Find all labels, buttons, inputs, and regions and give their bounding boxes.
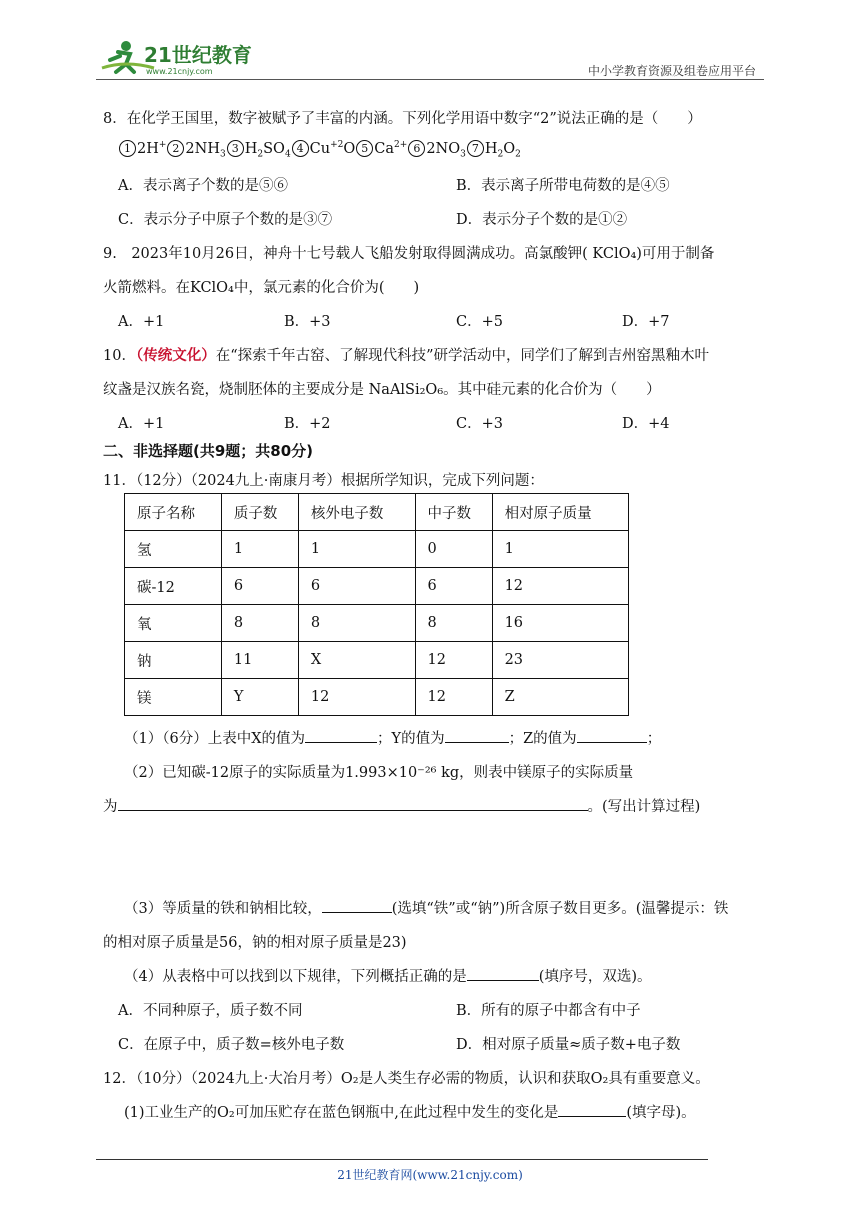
q12-stem: 12．（10分）（2024九上·大冶月考）O₂是人类生存必需的物质，认识和获取O₂具有重要意义。 [103, 1071, 710, 1087]
q11-part2-line2 [103, 795, 700, 816]
table-cell: 12 [298, 679, 415, 716]
q8-option-b[interactable]: B．表示离子所带电荷数的是④⑤ [456, 178, 670, 194]
q9-stem-line1: 9. 2023年10月26日，神舟十七号载人飞船发射取得圆满成功。高氯酸钾( KClO₄)可用于制备 [103, 246, 715, 262]
q9-option-d[interactable]: D．+7 [622, 314, 670, 330]
table-cell: 6 [298, 568, 415, 605]
atom-table [124, 493, 629, 716]
q11-part2-suffix: 。(写出计算过程) [587, 799, 701, 815]
table-cell: 11 [221, 642, 298, 679]
q11-part4 [124, 965, 652, 986]
table-cell: 6 [221, 568, 298, 605]
footer-divider [96, 1159, 708, 1160]
q8-formulas: 1 2H+ 2 $2NH_3$ 3 $H_2SO_4$ 4 $Cu^{+2}O$ 5 $Ca^{2+}$ 6 $2NO_3$ 7 $H_2O_2$ [118, 140, 521, 160]
table-cell: 12 [492, 568, 628, 605]
q8-option-d[interactable]: D．表示分子个数的是①② [456, 212, 628, 228]
answer-blank-metal[interactable] [322, 898, 392, 913]
table-header-cell: 中子数 [415, 494, 492, 531]
table-cell: 1 [298, 531, 415, 568]
table-cell: 氧 [125, 605, 222, 642]
table-row [125, 568, 629, 605]
logo-url: www.21cnjy.com [146, 67, 213, 76]
q11-part2-line1: （2）已知碳-12原子的实际质量为1.993×10⁻²⁶ kg，则表中镁原子的实际质量 [124, 765, 634, 781]
q11-option-d[interactable]: D．相对原子质量≈质子数+电子数 [456, 1037, 681, 1053]
answer-blank-rule[interactable] [467, 966, 539, 981]
q11-option-c[interactable]: C．在原子中，质子数=核外电子数 [118, 1037, 345, 1053]
table-row [125, 605, 629, 642]
table-header-cell: 质子数 [221, 494, 298, 531]
q10-option-b[interactable]: B．+2 [284, 416, 331, 432]
runner-logo-icon [96, 38, 266, 78]
table-cell: 碳-12 [125, 568, 222, 605]
q11-part1-text-y: ；Y的值为 [377, 731, 445, 747]
q11-part3-line2: 的相对原子质量是56，钠的相对原子质量是23) [103, 935, 407, 951]
header-divider [96, 79, 764, 80]
q11-stem: 11．（12分）（2024九上·南康月考）根据所学知识，完成下列问题： [103, 473, 544, 489]
table-cell: Y [221, 679, 298, 716]
table-cell: Z [492, 679, 628, 716]
q11-part2-prefix: 为 [103, 799, 118, 815]
answer-blank-y[interactable] [445, 728, 509, 743]
table-row [125, 531, 629, 568]
table-cell: 8 [221, 605, 298, 642]
q11-part1-end: ； [646, 731, 662, 747]
q10-stem-text: 在“探索千年古窑、了解现代科技”研学活动中，同学们了解到吉州窑黑釉木叶 [215, 348, 710, 364]
q11-part4-text: （4）从表格中可以找到以下规律，下列概括正确的是 [124, 969, 467, 985]
q8-stem: 8．在化学王国里，数字被赋予了丰富的内涵。下列化学用语中数字“2”说法正确的是（ ） [103, 111, 702, 127]
table-cell: 8 [298, 605, 415, 642]
q11-part1-text: （1）（6分）上表中X的值为 [124, 731, 306, 747]
table-cell: 12 [415, 642, 492, 679]
q11-option-a[interactable]: A．不同种原子，质子数不同 [118, 1003, 303, 1019]
section-title: 二、非选择题(共9题；共80分) [103, 442, 314, 460]
q11-part4-suffix: (填序号，双选)。 [538, 969, 652, 985]
q11-part3-text2: (选填“铁”或“钠”)所含原子数目更多。(温馨提示：铁 [391, 901, 729, 917]
q10-option-d[interactable]: D．+4 [622, 416, 670, 432]
logo-text: 21世纪教育 [144, 43, 252, 67]
q12-part1-suffix: (填字母)。 [626, 1105, 696, 1121]
table-cell: 1 [221, 531, 298, 568]
site-logo [96, 38, 266, 78]
table-cell: 氢 [125, 531, 222, 568]
table-header-cell: 原子名称 [125, 494, 222, 531]
table-cell: 6 [415, 568, 492, 605]
table-cell: 12 [415, 679, 492, 716]
table-row [125, 642, 629, 679]
table-cell: 23 [492, 642, 628, 679]
q10-stem-line2: 纹盏是汉族名瓷，烧制胚体的主要成分是 NaAlSi₂O₆。其中硅元素的化合价为（ ） [103, 382, 661, 398]
table-header-row [125, 494, 629, 531]
q12-part1-text: (1)工业生产的O₂可加压贮存在蓝色钢瓶中,在此过程中发生的变化是 [124, 1105, 559, 1121]
q10-stem-line1 [103, 344, 709, 365]
q11-part1-text-z: ；Z的值为 [508, 731, 577, 747]
table-cell: 1 [492, 531, 628, 568]
q10-tag: （传统文化） [135, 347, 216, 364]
q9-stem-line2: 火箭燃料。在KClO₄中，氯元素的化合价为( ) [103, 280, 420, 296]
answer-blank-mass[interactable] [118, 796, 588, 811]
q9-option-c[interactable]: C．+5 [456, 314, 503, 330]
table-row [125, 679, 629, 716]
table-cell: 8 [415, 605, 492, 642]
answer-blank-change[interactable] [558, 1102, 626, 1117]
q9-option-a[interactable]: A．+1 [118, 314, 165, 330]
table-cell: 0 [415, 531, 492, 568]
q9-option-b[interactable]: B．+3 [284, 314, 331, 330]
header-platform-name: 中小学教育资源及组卷应用平台 [587, 64, 756, 78]
q11-part3-text: （3）等质量的铁和钠相比较， [124, 901, 322, 917]
q11-part1 [124, 727, 661, 748]
q11-option-b[interactable]: B．所有的原子中都含有中子 [456, 1003, 641, 1019]
answer-blank-x[interactable] [305, 728, 377, 743]
table-cell: X [298, 642, 415, 679]
q10-option-c[interactable]: C．+3 [456, 416, 503, 432]
q10-option-a[interactable]: A．+1 [118, 416, 165, 432]
table-cell: 16 [492, 605, 628, 642]
q10-number: 10． [103, 348, 136, 364]
table-cell: 镁 [125, 679, 222, 716]
footer-text: 21世纪教育网(www.21cnjy.com) [337, 1168, 523, 1182]
table-header-cell: 相对原子质量 [492, 494, 628, 531]
q8-option-c[interactable]: C．表示分子中原子个数的是③⑦ [118, 212, 333, 228]
table-header-cell: 核外电子数 [298, 494, 415, 531]
answer-blank-z[interactable] [577, 728, 647, 743]
q12-part1 [124, 1101, 696, 1122]
q8-option-a[interactable]: A．表示离子个数的是⑤⑥ [118, 178, 288, 194]
q11-part3-line1 [124, 897, 728, 918]
table-cell: 钠 [125, 642, 222, 679]
